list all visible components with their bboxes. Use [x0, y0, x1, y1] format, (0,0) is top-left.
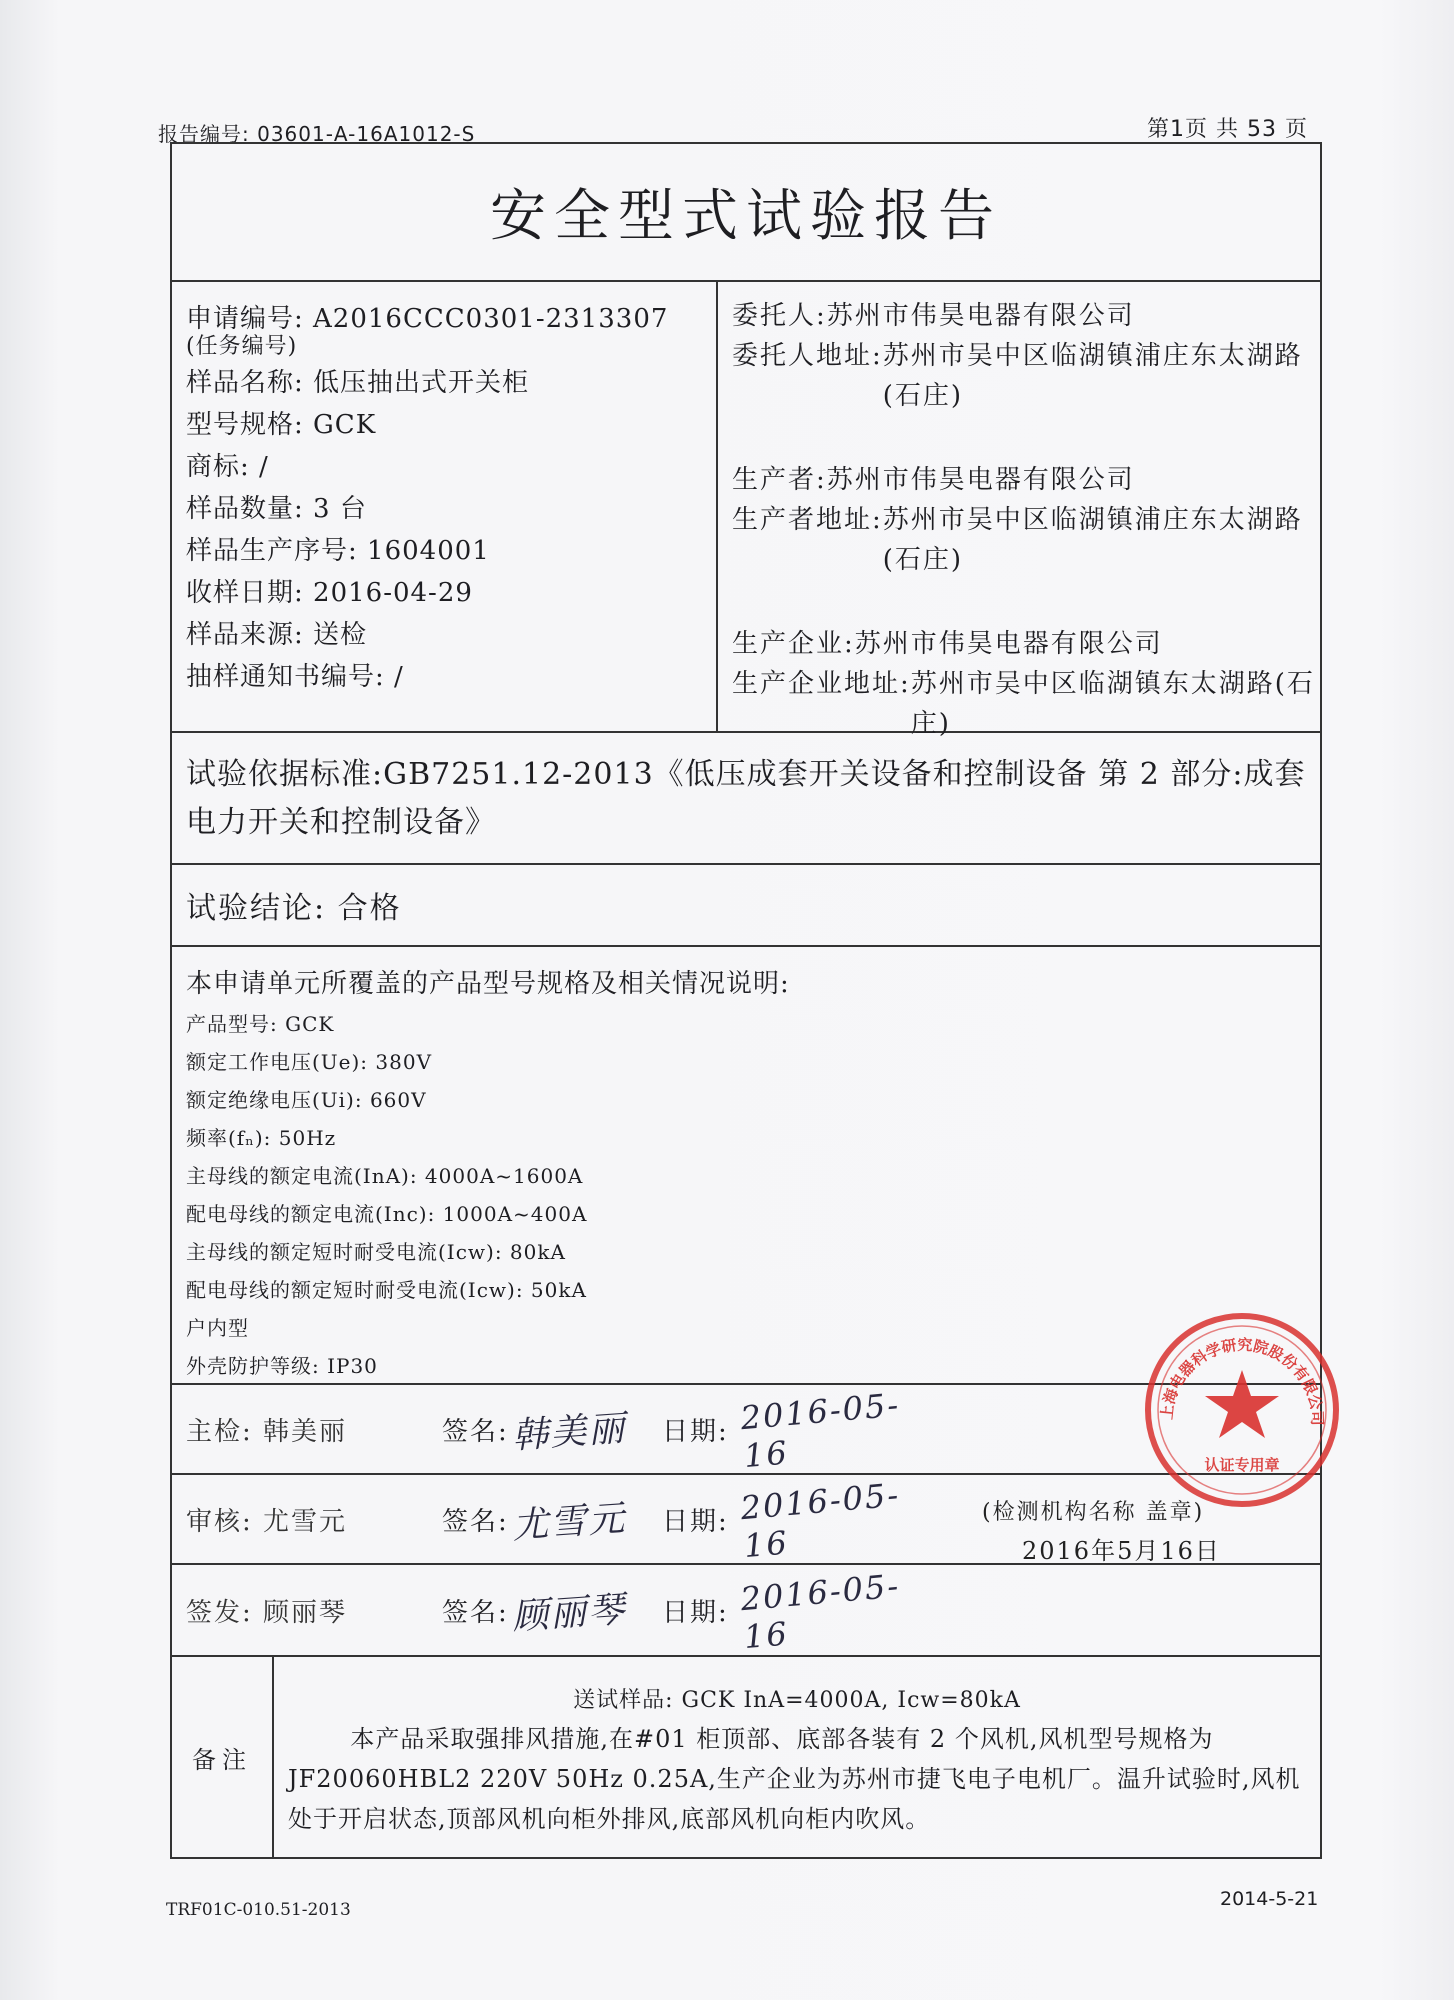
- sample-info: [172, 282, 718, 731]
- spec-line: 配电母线的额定电流(Inc): 1000A~400A: [186, 1202, 588, 1226]
- version-date: 2014-5-21: [1220, 1888, 1319, 1910]
- remarks-text: 本产品采取强排风措施,在#01 柜顶部、底部各装有 2 个风机,风机型号规格为 JF20060HBL2 220V 50Hz 0.25A,生产企业为苏州市捷飞电子电机厂。温升试验时,风机处于开启状态,顶部风机向柜外排风,底部风机向柜内吹风。: [288, 1725, 1301, 1833]
- sample-name: 样品名称: 低压抽出式开关柜: [186, 368, 530, 398]
- manufacturer-name: 苏州市伟昊电器有限公司: [854, 629, 1163, 659]
- manufacturer-row: 生产企业: 苏州市伟昊电器有限公司: [732, 624, 1320, 664]
- received-date: 收样日期: 2016-04-29: [186, 578, 473, 608]
- spec-line: 外壳防护等级: IP30: [186, 1354, 378, 1378]
- spec-line: 产品型号: GCK: [186, 1012, 335, 1036]
- remarks-body: [274, 1657, 1320, 1857]
- page-info: 第1页 共 53 页: [1147, 117, 1308, 142]
- test-standard: 试验依据标准:GB7251.12-2013《低压成套开关设备和控制设备 第 2 部分:成套电力开关和控制设备》: [172, 733, 1320, 865]
- trademark: 商标: /: [186, 452, 269, 482]
- model-spec: 型号规格: GCK: [186, 410, 377, 440]
- signature-row-issuer: 签发: 顾丽琴 签名: 顾丽琴 日期: 2016-05-16: [172, 1565, 1320, 1657]
- remarks-label: 备注: [172, 1657, 274, 1857]
- stamp-note: (检测机构名称 盖章): [982, 1500, 1205, 1525]
- sample-serial: 样品生产序号: 1604001: [186, 536, 490, 566]
- manufacturer-address: 苏州市吴中区临湖镇东太湖路(石庄): [910, 669, 1315, 739]
- spec-line: 主母线的额定短时耐受电流(Icw): 80kA: [186, 1240, 566, 1264]
- reviewer-role: 审核: 尤雪元: [186, 1506, 348, 1537]
- client-info: [718, 282, 1320, 739]
- spec-line: 额定绝缘电压(Ui): 660V: [186, 1088, 427, 1112]
- sample-quantity: 样品数量: 3 台: [186, 494, 367, 524]
- stamp-area: [932, 1335, 1327, 1653]
- spec-line: 频率(fₙ): 50Hz: [186, 1126, 337, 1150]
- official-seal-icon: [1142, 1310, 1342, 1510]
- spec-line: 配电母线的额定短时耐受电流(Icw): 50kA: [186, 1278, 587, 1302]
- report-form: [170, 142, 1327, 1859]
- signature-row-inspector: 主检: 韩美丽 签名: 韩美丽 日期: 2016-05-16: [172, 1385, 1320, 1475]
- client-address: 苏州市吴中区临湖镇浦庄东太湖路(石庄): [882, 341, 1303, 411]
- client-row: 委托人: 苏州市伟昊电器有限公司: [732, 296, 1320, 336]
- remarks-section: [172, 1657, 1320, 1857]
- client-name: 苏州市伟昊电器有限公司: [826, 301, 1135, 331]
- producer-row: 生产者: 苏州市伟昊电器有限公司: [732, 460, 1320, 500]
- manufacturer-address-row: 生产企业地址: 苏州市吴中区临湖镇东太湖路(石庄): [732, 664, 1320, 744]
- client-address-row: 委托人地址: 苏州市吴中区临湖镇浦庄东太湖路(石庄): [732, 336, 1320, 416]
- signature-row-reviewer: 审核: 尤雪元 签名: 尤雪元 日期: 2016-05-16: [172, 1475, 1320, 1565]
- report-title: 安全型式试验报告: [172, 144, 1320, 282]
- description-heading: 本申请单元所覆盖的产品型号规格及相关情况说明:: [186, 969, 790, 999]
- task-no: (任务编号): [186, 334, 298, 359]
- issuer-date: 2016-05-16: [739, 1566, 902, 1657]
- form-number: TRF01C-010.51-2013: [166, 1900, 351, 1920]
- report-number: 报告编号: 03601-A-16A1012-S: [158, 122, 476, 146]
- spec-line: 户内型: [186, 1316, 249, 1340]
- application-no: 申请编号: A2016CCC0301-2313307: [186, 304, 669, 334]
- spec-line: 额定工作电压(Ue): 380V: [186, 1050, 433, 1074]
- producer-address: 苏州市吴中区临湖镇浦庄东太湖路(石庄): [882, 505, 1303, 575]
- svg-text:上海电器科学研究院股份有限公司: 上海电器科学研究院股份有限公司: [1157, 1335, 1327, 1426]
- issuer-signature: 顾丽琴: [510, 1588, 628, 1638]
- svg-text:认证专用章: 认证专用章: [1204, 1456, 1280, 1474]
- sampling-notice: 抽样通知书编号: /: [186, 662, 404, 692]
- test-conclusion: 试验结论: 合格: [172, 865, 1320, 947]
- spec-line: 主母线的额定电流(InA): 4000A~1600A: [186, 1164, 584, 1188]
- issuer-role: 签发: 顾丽琴: [186, 1597, 348, 1628]
- reviewer-signature: 尤雪元: [510, 1497, 628, 1547]
- sample-source: 样品来源: 送检: [186, 620, 368, 650]
- info-section: [172, 282, 1320, 739]
- stamp-date: 2016年5月16日: [1022, 1537, 1221, 1565]
- inspector-signature: 韩美丽: [510, 1407, 628, 1457]
- remarks-sample: 送试样品: GCK InA=4000A, Icw=80kA: [573, 1688, 1021, 1713]
- producer-name: 苏州市伟昊电器有限公司: [826, 465, 1135, 495]
- inspector-date: 2016-05-16: [739, 1385, 902, 1476]
- producer-address-row: 生产者地址: 苏州市吴中区临湖镇浦庄东太湖路(石庄): [732, 500, 1320, 580]
- inspector-role: 主检: 韩美丽: [186, 1416, 348, 1447]
- reviewer-date: 2016-05-16: [739, 1475, 902, 1566]
